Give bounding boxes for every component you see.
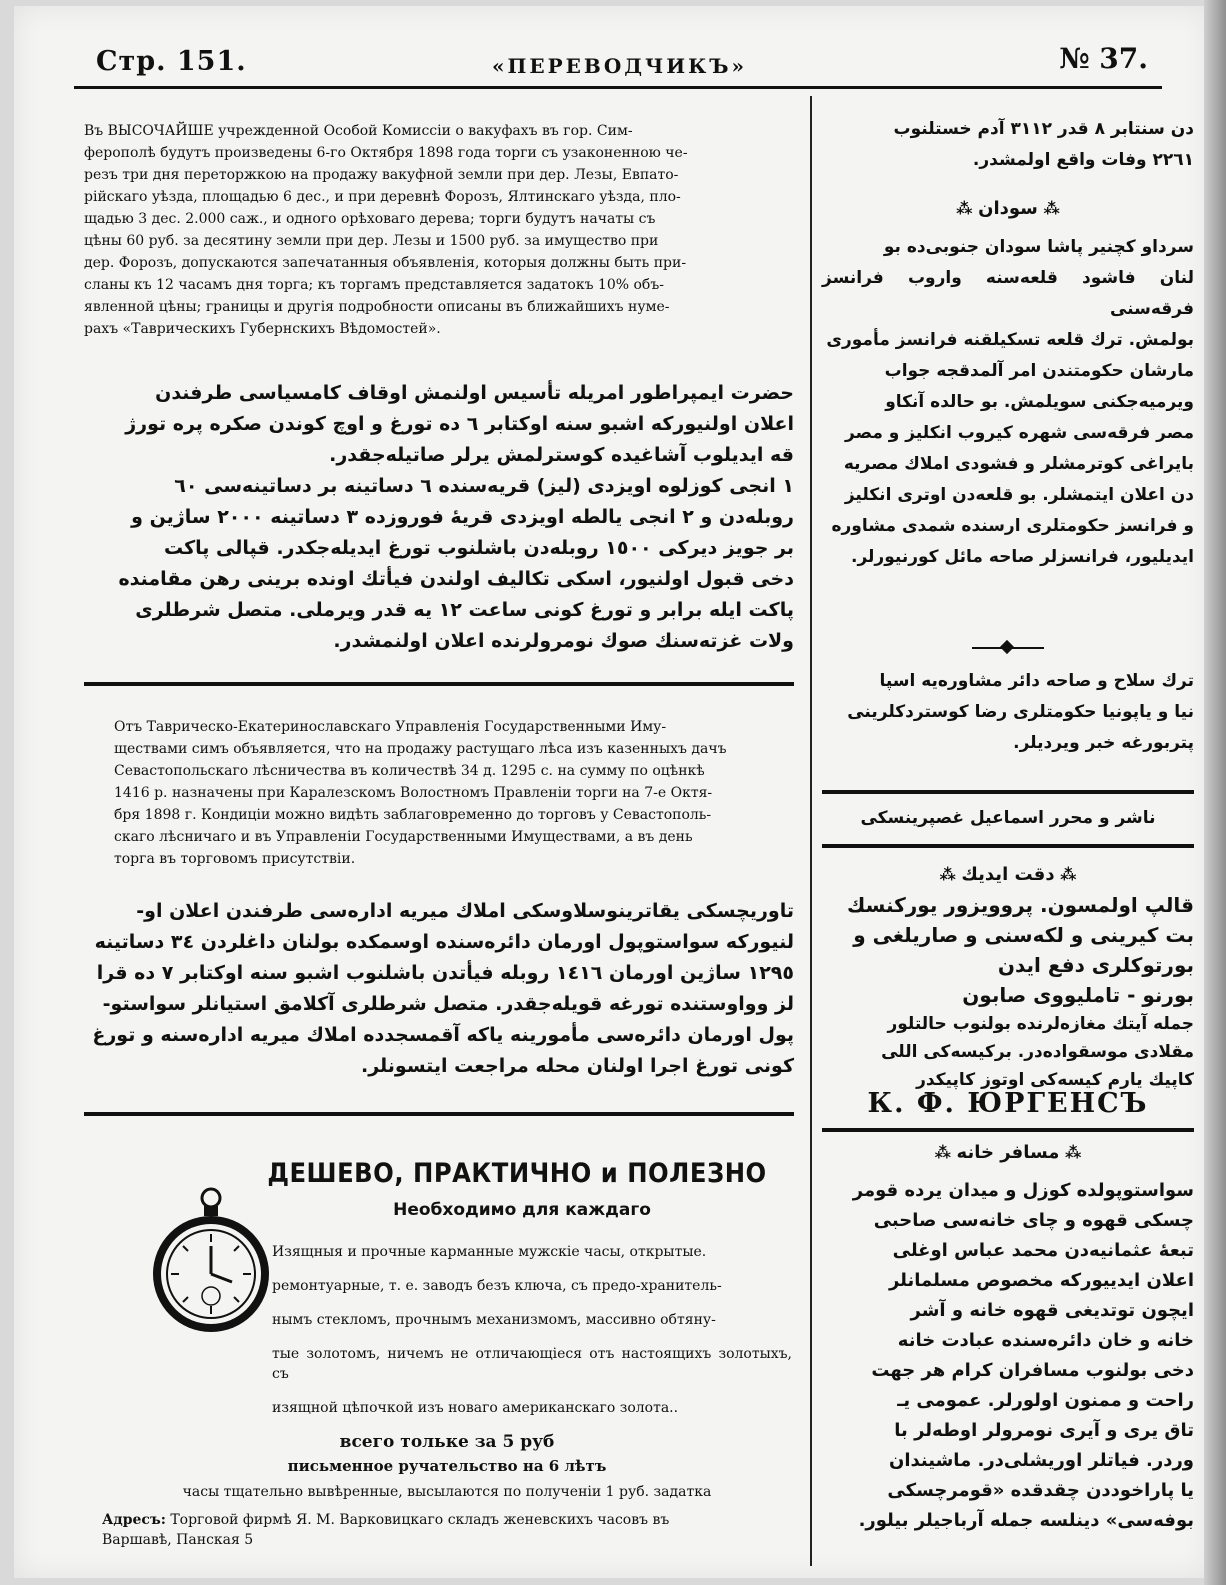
ad-price: всего тольке за 5 руб bbox=[339, 1432, 555, 1452]
inn-heading-text: مسافر خانه bbox=[956, 1142, 1060, 1163]
notice-line-arabic: پاکت ایله برابر و تورغ کونی ساعت ١٢ یه قدر ویرملی. متصل شرطلری bbox=[135, 599, 794, 621]
notice-line-arabic: کونی تورغ اجرا اولنان محله مراجعت ایتسونلر. bbox=[360, 1055, 794, 1077]
article-line-arabic: لنان فاشود قلعه‌سنه واروب فرانسز فرقه‌سنی bbox=[822, 268, 1194, 319]
rule-publisher-top bbox=[822, 790, 1194, 794]
article-line-arabic: نیا و یاپونیا حکومتلری رضا کوستردکلرینی bbox=[847, 702, 1194, 722]
diamond-divider bbox=[822, 642, 1194, 654]
notice-line-arabic: بر جویز دیرکی ١٥٠٠ روبله‌دن باشلنوب تورغ ایدیله‌جکدر. قپالی پاکت bbox=[163, 537, 794, 559]
notice-line-arabic: اعلان اولنیورکه اشبو سنه اوکتابر ٦ ده تورغ و اوچ کوندن صکره پره تورژ bbox=[125, 413, 794, 435]
section-rule-1 bbox=[84, 682, 794, 686]
article-line-arabic: ٢٢٦١ وفات واقع اولمشدر. bbox=[972, 150, 1194, 170]
notice-line-arabic: پول اورمان دائره‌سی مأمورینه یاکه آقمسجدده املاك میریه اداره‌سنه و تورغ bbox=[92, 1024, 794, 1046]
newspaper-title: «ПЕРЕВОДЧИКЪ» bbox=[492, 54, 748, 78]
ad-line-arabic: مقلادی موسقواده‌در. برکیسه‌کی اللی bbox=[881, 1042, 1194, 1062]
article-line-arabic: دن اعلان ایتمشلر. بو قلعه‌دن اوتری انکلیز bbox=[844, 485, 1194, 505]
ad-body bbox=[102, 1228, 792, 1550]
ad-note: часы тщательно вывѣренные, высылаются по полученіи 1 руб. задатка bbox=[182, 1484, 712, 1500]
ornament-icon: ⁂ bbox=[1037, 199, 1060, 218]
ad-line-arabic: خانه و خان دائره‌سنده عبادت خانه bbox=[897, 1330, 1194, 1351]
ad-line-arabic: تاق یری و آیری نومرولر اوطه‌لر با bbox=[894, 1420, 1194, 1441]
rule-publisher-bottom bbox=[822, 844, 1194, 848]
notice-line: Въ ВЫСОЧАЙШЕ учрежденной Особой Комиссіи о вакуфахъ въ гор. Сим- bbox=[84, 123, 633, 139]
sudan-article-arabic bbox=[822, 232, 1194, 573]
notice-waqf-russian bbox=[84, 120, 794, 340]
notice-line-arabic: حضرت ایمپراطور امریله تأسیس اولنمش اوقاف کامسیاسی طرفندن bbox=[155, 382, 794, 404]
article-line-arabic: ترك سلاح و صاحه دائر مشاوره‌یه اسپا bbox=[879, 671, 1194, 691]
notice-line-arabic: روبله‌دن و ٢ انجی یالطه اویزدی قریهٔ فوروزده ٣ دساتینه ٢٠٠٠ ساژین و bbox=[131, 506, 794, 528]
ad-body-line: нымъ стекломъ, прочнымъ механизмомъ, массивно обтяну- bbox=[272, 1312, 716, 1328]
publisher-line: ناشر و محرر اسماعیل غصپرینسکی bbox=[860, 808, 1156, 828]
article-line-arabic: بولمش. ترك قلعه تسکیلقنه فرانسز مأموری bbox=[826, 330, 1194, 350]
attention-heading bbox=[822, 864, 1194, 885]
section-rule-2 bbox=[84, 1112, 794, 1116]
ad-line-arabic: دخی بولنوب مسافران کرام هر جهت bbox=[871, 1360, 1194, 1381]
ad-body-line: изящной цѣпочкой изъ новаго американскаго золота.. bbox=[272, 1400, 679, 1416]
ad-line-arabic: قالپ اولمسون. پروویزور یورکنسك bbox=[847, 893, 1194, 917]
ad-line-arabic: جمله آیتك مغازه‌لرنده بولنوب حالتلور bbox=[887, 1014, 1194, 1034]
sudan-heading-text: سودان bbox=[978, 198, 1038, 219]
ad-city: Варшавѣ, Панская 5 bbox=[102, 1532, 254, 1548]
ad-subtitle: Необходимо для каждаго bbox=[393, 1200, 651, 1220]
ad-line-arabic: بت کیرینی و لکه‌سنی و صاریلغی و bbox=[853, 923, 1194, 947]
newspaper-page bbox=[14, 6, 1210, 1578]
notice-line-arabic: قه ایدیلوب آشاغیده کوسترلمش یرلر صاتیله‌جقدر. bbox=[329, 444, 794, 466]
notice-line-arabic: دخی قبول اولنیور، اسکی تکالیف اولندن فیأتك اونده برینی رهن مقامنده bbox=[118, 568, 794, 590]
ad-body-line: ремонтуарные, т. е. заводъ безъ ключа, съ предо-хранитель- bbox=[272, 1278, 722, 1294]
attention-heading-text: دقت ایدیك bbox=[961, 864, 1055, 885]
notice-line: Отъ Таврическо-Екатеринославскаго Управленія Государственными Иму- bbox=[114, 719, 667, 735]
notice-line: рахъ «Таврическихъ Губернскихъ Вѣдомостей». bbox=[84, 321, 441, 337]
notice-line: щадью 3 дес. 2.000 саж., и одного орѣховаго дерева; торги будутъ начаты съ bbox=[84, 211, 656, 227]
sudan-heading bbox=[822, 198, 1194, 219]
article-line-arabic: بایراغی کوترمشلر و فشودی املاك مصریه bbox=[843, 454, 1194, 474]
article-line-arabic: دن سنتابر ٨ قدر ٣١١٢ آدم خستلنوب bbox=[893, 119, 1194, 139]
ad-guarantee: письменное ручательство на 6 лѣтъ bbox=[287, 1457, 607, 1475]
notice-line-arabic: ١٢٩٥ ساژین اورمان ١٤١٦ روبله فیأتدن باشلنوب اشبو سنه اوکتابر ٧ ده قرا bbox=[96, 962, 794, 984]
watch-advertisement bbox=[102, 1144, 792, 1564]
article-line-arabic: مارشان حکومتندن امر آلمدقجه جواب bbox=[884, 361, 1194, 381]
ad-body-line: тые золотомъ, ничемъ не отличающіеся отъ настоящихъ золотыхъ, съ bbox=[272, 1346, 792, 1382]
ornament-icon: ⁂ bbox=[939, 865, 962, 884]
ad-line-arabic: ایچون توتدیغی قهوه خانه و آشر bbox=[910, 1300, 1194, 1321]
article-line-arabic: ایدیلیور، فرانسزلر صاحه مائل کورنیورلر. bbox=[851, 547, 1194, 567]
notice-line: скаго лѣсничаго и въ Управленіи Государственными Имуществами, а въ день bbox=[114, 829, 693, 845]
ad-title: ДЕШЕВО, ПРАКТИЧНО и ПОЛЕЗНО bbox=[267, 1158, 767, 1189]
page-number: Стр. 151. bbox=[96, 46, 247, 77]
article-line-arabic: پتربورغه خبر ویردیلر. bbox=[1013, 733, 1194, 753]
article-line-arabic: مصر فرقه‌سی شهره کیروب انکلیز و مصر bbox=[845, 423, 1194, 443]
soap-advertisement-arabic bbox=[822, 890, 1194, 1094]
issue-number: № 37. bbox=[1059, 42, 1148, 75]
article-line-arabic: ویرمیه‌جکنی سویلمش. بو حالده آنکاو bbox=[885, 392, 1194, 412]
ad-address bbox=[102, 1510, 792, 1530]
ad-line-arabic: وردر. فیاتلر اوریشلی‌در. ماشیندان bbox=[888, 1450, 1194, 1471]
ad-line-arabic: بوفه‌سی» دینلسه جمله آرباجیلر بیلور. bbox=[858, 1510, 1194, 1531]
notice-line: Севастопольскаго лѣсничества въ количествѣ 34 д. 1295 с. на сумму по оцѣнкѣ bbox=[114, 763, 705, 779]
diamond-icon bbox=[1000, 640, 1014, 654]
inn-advertisement-arabic bbox=[822, 1176, 1194, 1536]
header-rule bbox=[74, 86, 1162, 89]
notice-line-arabic: تاوریچسکی یقاترینوسلاوسکی املاك میریه اداره‌سی طرفندن اعلان او- bbox=[136, 900, 794, 922]
ad-line-arabic: یا پاراخوددن چقدقده «قومرچسکی bbox=[887, 1480, 1194, 1501]
ad-body-line: Изящныя и прочные карманные мужскіе часы, открытые. bbox=[272, 1244, 707, 1260]
notice-line-arabic: ولات غزته‌سنك صوك نومرولرنده اعلان اولنمشدر. bbox=[333, 630, 794, 652]
article-line-arabic: و فرانسز حکومتلری ارسنده شمدی مشاوره bbox=[831, 516, 1194, 536]
ad-line-arabic: بورتوکلری دفع ایدن bbox=[997, 953, 1194, 977]
notice-line: торга въ торговомъ присутствіи. bbox=[114, 851, 356, 867]
rule-inn-top bbox=[822, 1128, 1194, 1132]
notice-line-arabic: ١ انجی کوزلوه اویزدی (لیز) قریه‌سنده ٦ دساتینه بر دساتینه‌سی ٦٠ bbox=[174, 475, 794, 497]
notice-forest-russian bbox=[84, 716, 794, 870]
notice-line: явленной цѣны; границы и другія подробности описаны въ ближайшихъ нумe- bbox=[84, 299, 670, 315]
ad-line-arabic: راحت و ممنون اولورلر. عمومی یـ bbox=[897, 1390, 1194, 1411]
notice-line: цѣны 60 руб. за десятину земли при дер. Лезы и 1500 руб. за имущество при bbox=[84, 233, 659, 249]
ornament-icon: ⁂ bbox=[1059, 1143, 1082, 1162]
notice-waqf-arabic bbox=[84, 378, 794, 657]
page-edge-shadow bbox=[1204, 0, 1226, 1585]
ad-line-arabic: بورنو - تاملیووی صابون bbox=[962, 983, 1194, 1007]
article-line-arabic: سرداو کچنیر پاشا سودان جنوبی‌ده بو bbox=[883, 237, 1194, 257]
inn-heading bbox=[822, 1142, 1194, 1163]
notice-line-arabic: لنیورکه سواستوپول اورمان دائره‌سنده اوسمکده بولنان داغلردن ٣٤ دساتینه bbox=[94, 931, 794, 953]
notice-line: дер. Форозъ, допускаются запечатанныя объявленія, которыя должны быть при- bbox=[84, 255, 687, 271]
notice-line: ществами симъ объявляется, что на продажу растущаго лѣса изъ казенныхъ дачъ bbox=[114, 741, 727, 757]
ornament-icon: ⁂ bbox=[956, 199, 979, 218]
ad-line-arabic: چسکی قهوه و چای خانه‌سی صاحبی bbox=[873, 1210, 1194, 1231]
ad-line-arabic: کاپیك یارم کیسه‌کی اوتوز کاپیکدر bbox=[916, 1070, 1194, 1090]
notice-line: рійскаго уѣзда, площадью 6 дес., и при деревнѣ Форозъ, Ялтинскаго уѣзда, пло- bbox=[84, 189, 681, 205]
notice-line: 1416 р. назначены при Каралезскомъ Волостномъ Правленіи торги на 7-е Октя- bbox=[114, 785, 713, 801]
ornament-icon: ⁂ bbox=[934, 1143, 957, 1162]
disarmament-article-arabic bbox=[822, 666, 1194, 759]
ad-line-arabic: تبعهٔ عثمانیه‌دن محمد عباس اوغلی bbox=[892, 1240, 1194, 1261]
column-divider bbox=[810, 96, 812, 1566]
notice-line: ферополѣ будутъ произведены 6-го Октября 1898 года торги съ узаконенною че- bbox=[84, 145, 688, 161]
notice-line: резъ три дня переторжкою на продажу вакуфной земли при дер. Лезы, Евпато- bbox=[84, 167, 679, 183]
yurgens-name: К. Ф. ЮРГЕНСЪ bbox=[867, 1088, 1149, 1119]
notice-line: бря 1898 г. Кондиціи можно видѣть заблаговременно до торговъ у Севастополь- bbox=[114, 807, 712, 823]
notice-forest-arabic bbox=[84, 896, 794, 1082]
ad-address-label: Адресъ: bbox=[102, 1512, 166, 1528]
ad-address-text: Торговой фирмѣ Я. М. Варковицкаго складъ женевскихъ часовъ въ bbox=[170, 1512, 670, 1528]
cholera-report-arabic bbox=[822, 114, 1194, 176]
ad-line-arabic: سواستوپولده کوزل و میدان یرده قومر bbox=[852, 1180, 1194, 1201]
notice-line: сланы къ 12 часамъ дня торга; къ торгамъ представляется задатокъ 10% объ- bbox=[84, 277, 664, 293]
notice-line-arabic: لز وواوستنده تورغه قویله‌جقدر. متصل شرطلری آکلامق استیانلر سواستو- bbox=[102, 993, 794, 1015]
ad-line-arabic: اعلان ایدییورکه مخصوص مسلمانلر bbox=[888, 1270, 1194, 1291]
ornament-icon: ⁂ bbox=[1054, 865, 1077, 884]
